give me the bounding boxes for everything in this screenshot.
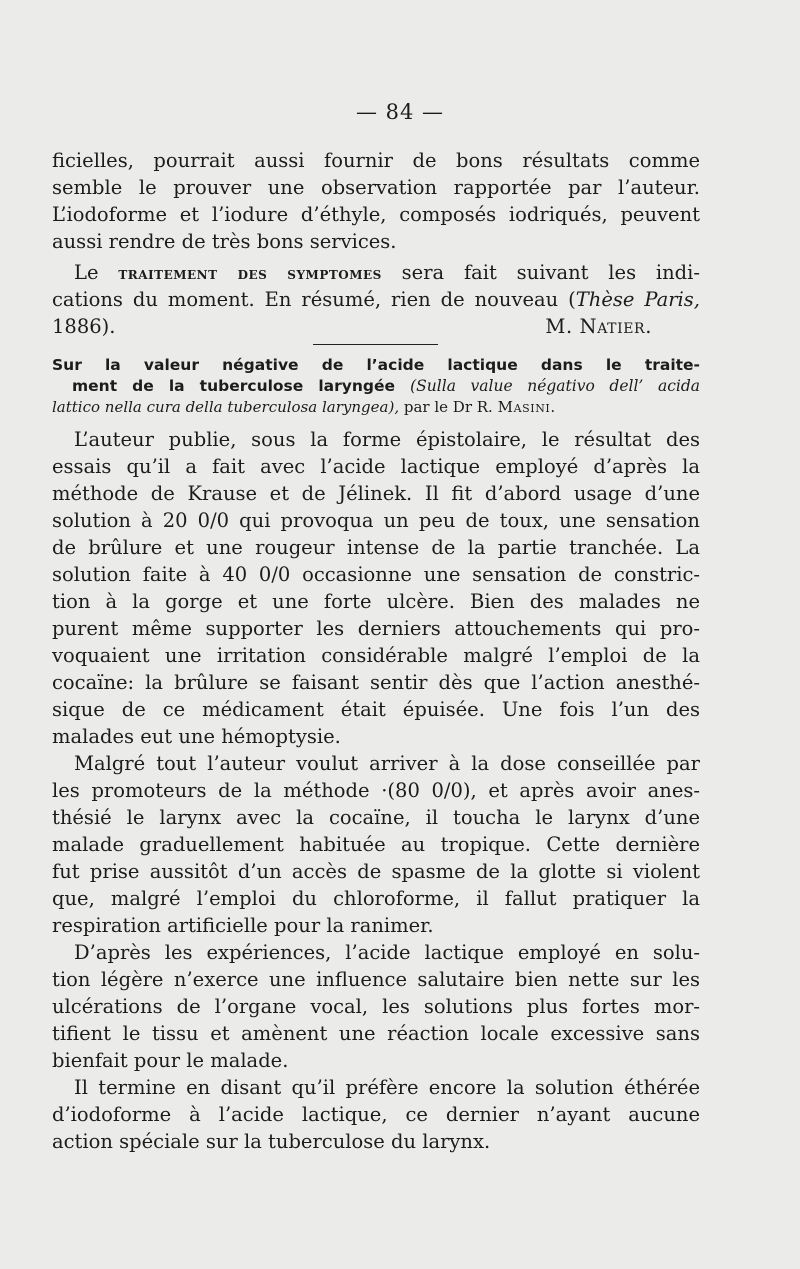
- paragraph-line: purent même supporter les derniers attouchements qui pro-: [52, 617, 700, 640]
- original-title: lattico nella cura della tuberculosa laryngea),: [52, 398, 400, 416]
- paragraph-line: bienfait pour le malade.: [52, 1049, 289, 1072]
- paragraph-line: méthode de Krause et de Jélinek. Il fit d’abord usage d’une: [52, 482, 700, 505]
- title-line: Sur la valeur négative de l’acide lactique dans le traite-: [52, 356, 700, 374]
- paragraph-line: respiration artificielle pour la ranimer.: [52, 914, 434, 937]
- paragraph-line: L’iodoforme et l’iodure d’éthyle, composés iodriqués, peuvent: [52, 203, 700, 226]
- paragraph-line: aussi rendre de très bons services.: [52, 230, 397, 253]
- thesis-citation: Thèse Paris,: [575, 288, 700, 311]
- page-number: — 84 —: [355, 100, 445, 124]
- title-line: [52, 376, 700, 397]
- paragraph-line: tion légère n’exerce une influence salutaire bien nette sur les: [52, 968, 700, 991]
- paragraph-line: action spéciale sur la tuberculose du larynx.: [52, 1130, 491, 1153]
- citation-year: 1886).: [52, 315, 116, 338]
- paragraph-line: cocaïne: la brûlure se faisant sentir dès que l’action anesthé-: [52, 671, 700, 694]
- signature-line: [52, 313, 700, 340]
- paragraph-line: [52, 286, 700, 313]
- text-fragment: Le: [74, 261, 99, 284]
- paragraph-line: les promoteurs de la méthode ·(80 0/0), et après avoir anes-: [52, 779, 700, 802]
- paragraph-line: voquaient une irritation considérable malgré l’emploi de la: [52, 644, 700, 667]
- paragraph-line: D’après les expériences, l’acide lactique employé en solu-: [74, 941, 700, 964]
- original-title: (Sulla value négativo dell’ acida: [410, 377, 700, 395]
- paragraph-line: sique de ce médicament était épuisée. Une fois l’un des: [52, 698, 700, 721]
- paragraph-line: tion à la gorge et une forte ulcère. Bien des malades ne: [52, 590, 700, 613]
- paragraph-line: malades eut une hémoptysie.: [52, 725, 341, 748]
- paragraph-line: solution faite à 40 0/0 occasionne une sensation de constric-: [52, 563, 700, 586]
- paragraph-line: semble le prouver une observation rapportée par l’auteur.: [52, 176, 700, 199]
- paragraph-line: d’iodoforme à l’acide lactique, ce dernier n’ayant aucune: [52, 1103, 700, 1126]
- paragraph-line: L’auteur publie, sous la forme épistolaire, le résultat des: [74, 428, 700, 451]
- reviewer-signature: M. Natier.: [545, 315, 652, 338]
- text-fragment: cations du moment. En résumé, rien de nouveau (: [52, 288, 576, 311]
- title-line: [52, 397, 700, 418]
- treatment-paragraph: [52, 259, 700, 340]
- small-caps-heading: traitement des symptomes: [118, 264, 382, 284]
- paragraph-line: solution à 20 0/0 qui provoqua un peu de toux, une sensation: [52, 509, 700, 532]
- title-fragment: ment de la tuberculose laryngée: [72, 377, 396, 395]
- paragraph-line: essais qu’il a fait avec l’acide lactique employé d’après la: [52, 455, 700, 478]
- paragraph-line: de brûlure et une rougeur intense de la partie tranchée. La: [52, 536, 700, 559]
- section-divider: [313, 344, 438, 345]
- paragraph-line: ulcérations de l’organe vocal, les solutions plus fortes mor-: [52, 995, 700, 1018]
- article-title: [52, 355, 700, 418]
- paragraph-line: thésié le larynx avec la cocaïne, il toucha le larynx d’une: [52, 806, 700, 829]
- paragraph-line: malade graduellement habituée au tropique. Cette dernière: [52, 833, 700, 856]
- text-fragment: sera fait suivant les indi-: [401, 261, 700, 284]
- paragraph-line: Il termine en disant qu’il préfère encore la solution éthérée: [74, 1076, 700, 1099]
- byline: par le Dr R.: [403, 398, 493, 416]
- author-name: Masini.: [497, 398, 556, 416]
- top-paragraph: [52, 147, 700, 255]
- paragraph-line: tifient le tissu et amènent une réaction locale excessive sans: [52, 1022, 700, 1045]
- paragraph-line: ficielles, pourrait aussi fournir de bons résultats comme: [52, 149, 700, 172]
- paragraph-line: [52, 259, 700, 286]
- article-body: [52, 426, 700, 1155]
- paragraph-line: fut prise aussitôt d’un accès de spasme de la glotte si violent: [52, 860, 700, 883]
- paragraph-line: Malgré tout l’auteur voulut arriver à la dose conseillée par: [74, 752, 700, 775]
- paragraph-line: que, malgré l’emploi du chloroforme, il fallut pratiquer la: [52, 887, 700, 910]
